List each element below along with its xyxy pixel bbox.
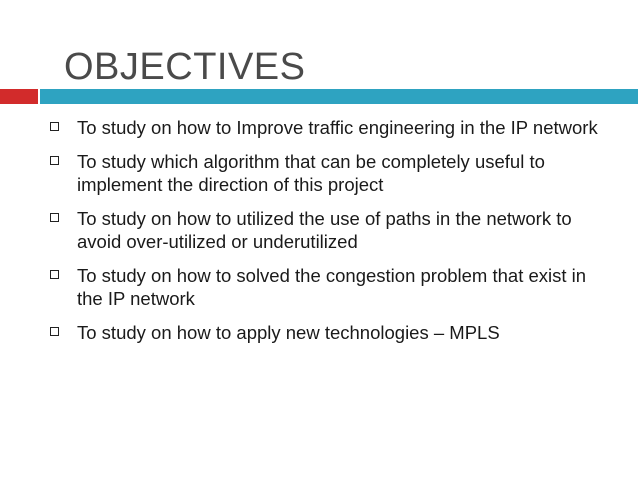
slide-title: OBJECTIVES — [64, 46, 306, 88]
list-item — [50, 321, 610, 344]
square-outline-bullet-icon — [50, 327, 59, 336]
square-outline-bullet-icon — [50, 156, 59, 165]
square-outline-bullet-icon — [50, 122, 59, 131]
list-item — [50, 116, 610, 139]
bullet-text: To study which algorithm that can be completely useful to implement the direction of this project — [77, 151, 545, 195]
bullet-text: To study on how to utilized the use of paths in the network to avoid over-utilized or underutilized — [77, 208, 572, 252]
objectives-list — [50, 116, 610, 355]
list-item — [50, 150, 610, 196]
accent-bar-teal — [40, 89, 638, 104]
list-item — [50, 264, 610, 310]
bullet-text: To study on how to solved the congestion problem that exist in the IP network — [77, 265, 587, 309]
bullet-text: To study on how to apply new technologies – MPLS — [77, 322, 500, 343]
square-outline-bullet-icon — [50, 270, 59, 279]
list-item — [50, 207, 610, 253]
accent-bar-red — [0, 89, 38, 104]
square-outline-bullet-icon — [50, 213, 59, 222]
bullet-text: To study on how to Improve traffic engineering in the IP network — [77, 117, 598, 138]
